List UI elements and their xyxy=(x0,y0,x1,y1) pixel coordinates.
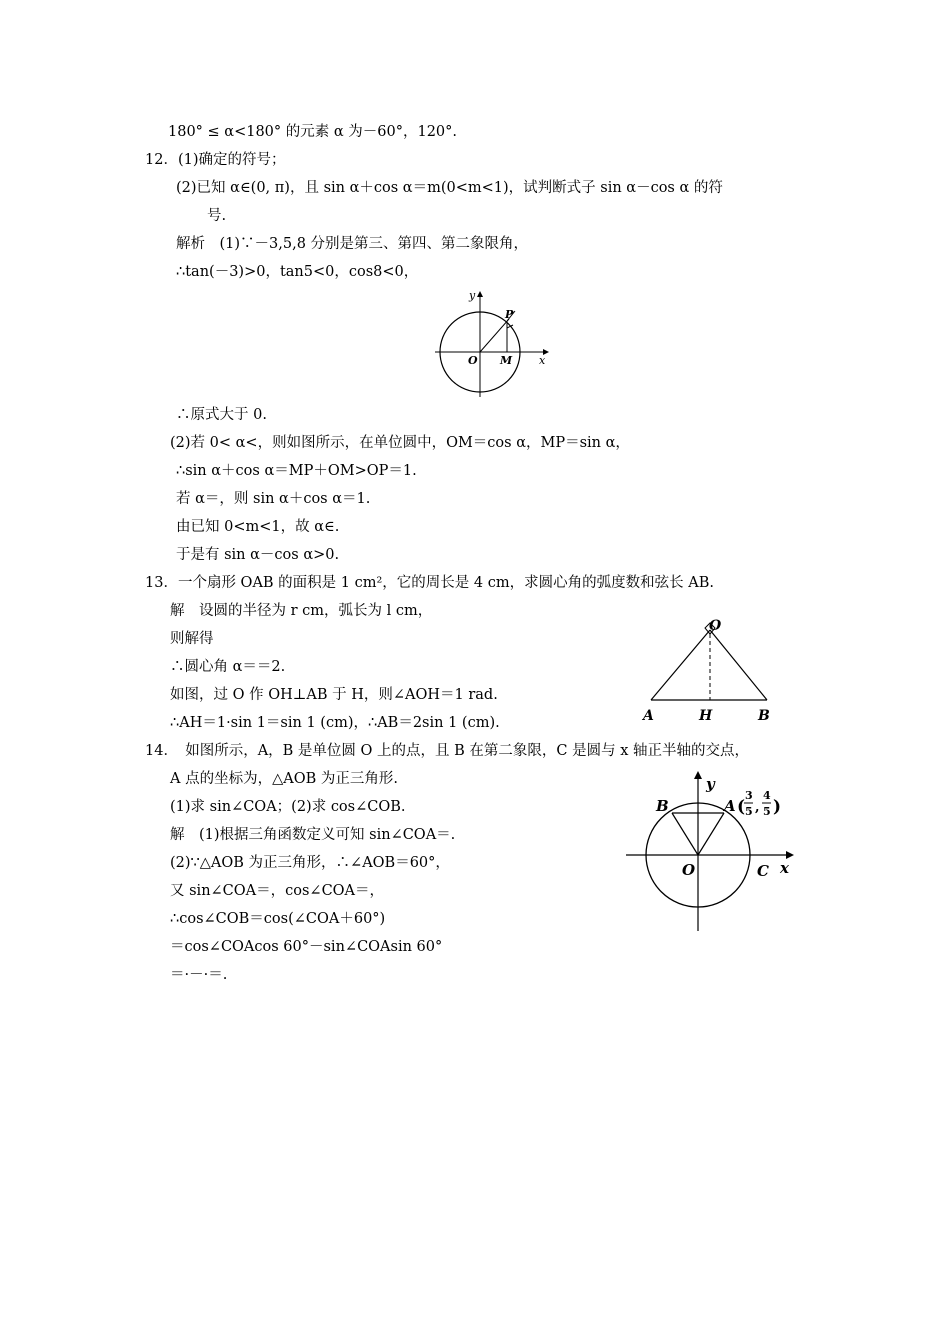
y-axis-label: y xyxy=(706,775,715,793)
text-line: (2)∵△AOB 为正三角形，∴∠AOB＝60°， xyxy=(170,855,450,871)
point-m-label: M xyxy=(500,354,513,367)
text-line: 号. xyxy=(207,208,227,224)
text-line: ∴AH＝1·sin 1＝sin 1 (cm)，∴AB＝2sin 1 (cm). xyxy=(170,715,500,731)
text-line: ∴tan(－3)>0，tan5<0，cos8<0， xyxy=(176,264,419,280)
problem-13-title: 13．一个扇形 OAB 的面积是 1 cm²，它的周长是 4 cm，求圆心角的弧度数和弦长 AB. xyxy=(145,575,714,591)
a-y-numerator: 4 xyxy=(763,789,771,802)
text-line: (1)求 sin∠COA；(2)求 cos∠COB. xyxy=(170,799,406,815)
text-line: 解 设圆的半径为 r cm，弧长为 l cm， xyxy=(170,603,433,619)
sector-triangle-figure xyxy=(635,612,785,727)
a-x-numerator: 3 xyxy=(745,789,753,802)
text-line: ∴原式大于 0. xyxy=(176,407,267,423)
text-line: 如图，过 O 作 OH⊥AB 于 H，则∠AOH＝1 rad. xyxy=(170,687,498,703)
point-h-label: H xyxy=(699,708,713,724)
text-line: 解 (1)根据三角函数定义可知 sin∠COA＝. xyxy=(170,827,456,843)
problem-14-title: 14． 如图所示，A，B 是单位圆 O 上的点，且 B 在第二象限，C 是圆与 x 轴正半轴的交点， xyxy=(145,743,750,759)
text-line: ∴cos∠COB＝cos(∠COA＋60°) xyxy=(170,911,386,927)
point-a-label: A xyxy=(724,797,736,815)
point-o-label: O xyxy=(709,618,722,634)
comma: , xyxy=(755,800,760,815)
x-axis-label: x xyxy=(780,859,789,877)
point-p-label: P xyxy=(505,308,514,321)
text-line: 由已知 0<m<1，故 α∈. xyxy=(176,519,340,535)
text-line: (2)已知 α∈(0, π)，且 sin α＋cos α＝m(0<m<1)，试判断式子 sin α－cos α 的符 xyxy=(176,180,723,196)
point-a-label: A xyxy=(643,708,654,724)
origin-label: O xyxy=(682,861,696,879)
text-line: ∴sin α＋cos α＝MP＋OM>OP＝1. xyxy=(176,463,417,479)
a-x-denominator: 5 xyxy=(745,805,753,818)
problem-12-title: 12．(1)确定的符号； xyxy=(145,152,286,168)
text-line: A 点的坐标为，△AOB 为正三角形. xyxy=(170,771,398,787)
equilateral-triangle-circle-figure xyxy=(620,765,800,935)
text-line: 若 α＝，则 sin α＋cos α＝1. xyxy=(176,491,371,507)
text-line: ＝·－·＝. xyxy=(170,967,228,983)
close-paren: ) xyxy=(773,797,782,817)
x-axis-label: x xyxy=(539,354,546,367)
text-line: 于是有 sin α－cos α>0. xyxy=(176,547,340,563)
text-line: 又 sin∠COA＝，cos∠COA＝， xyxy=(170,883,385,899)
unit-circle-figure xyxy=(425,285,555,400)
text-line: 180° ≤ α<180° 的元素 α 为－60°，120°. xyxy=(168,124,458,140)
open-paren: ( xyxy=(737,797,746,817)
text-line: (2)若 0< α<，则如图所示，在单位圆中，OM＝cos α，MP＝sin α， xyxy=(170,435,630,451)
text-line: ∴圆心角 α＝＝2. xyxy=(170,659,286,675)
point-a-coordinates xyxy=(722,789,781,818)
point-b-label: B xyxy=(758,708,770,724)
text-line: ＝cos∠COAcos 60°－sin∠COAsin 60° xyxy=(170,939,443,955)
a-y-denominator: 5 xyxy=(763,805,771,818)
text-line: 则解得 xyxy=(170,631,214,647)
point-c-label: C xyxy=(757,862,769,880)
origin-label: O xyxy=(468,354,478,367)
point-b-label: B xyxy=(656,797,669,815)
text-line: 解析 (1)∵－3,5,8 分别是第三、第四、第二象限角， xyxy=(176,236,529,252)
y-axis-label: y xyxy=(469,289,476,302)
